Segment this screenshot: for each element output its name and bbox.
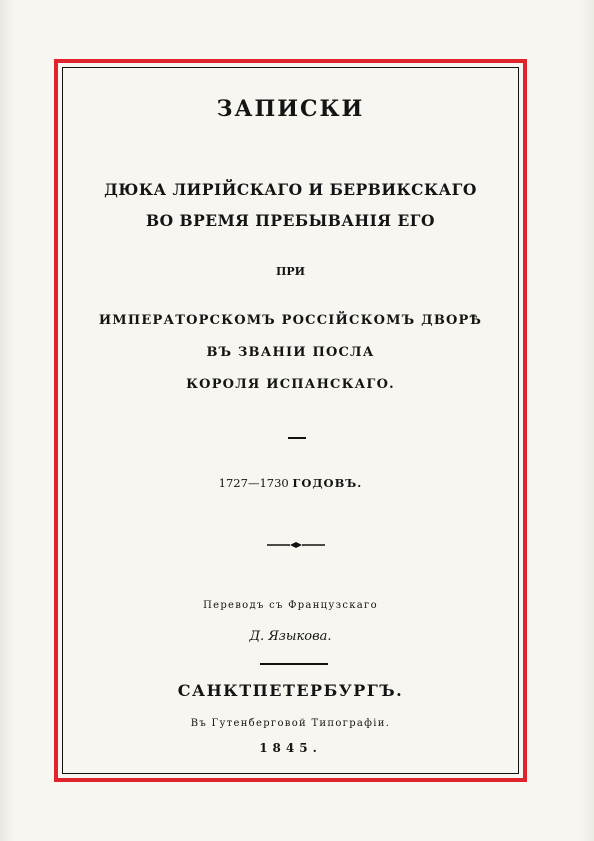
fleuron-ornament-icon — [266, 541, 326, 549]
period-years: 1727—1730 — [218, 476, 289, 490]
court-line-2: ВЪ ЗВАНІИ ПОСЛА — [206, 345, 375, 360]
translation-note: Переводъ съ Французскаго — [203, 600, 378, 611]
subtitle-line-1: ДЮКА ЛИРІЙСКАГО И БЕРВИКСКАГО — [104, 180, 477, 199]
short-dash-divider — [288, 437, 306, 439]
court-line-3: КОРОЛЯ ИСПАНСКАГО. — [186, 377, 395, 392]
title-page — [62, 67, 519, 774]
imprint-divider — [260, 663, 328, 665]
imprint-year: 1845. — [259, 741, 322, 755]
imprint-printer: Въ Гутенберговой Типографіи. — [190, 718, 391, 729]
translator-name: Д. Языкова. — [249, 629, 332, 644]
red-border-frame — [54, 59, 527, 782]
imprint-city: САНКТПЕТЕРБУРГЪ. — [177, 681, 404, 700]
period-line — [63, 476, 518, 490]
court-line-1: ИМПЕРАТОРСКОМЪ РОССІЙСКОМЪ ДВОРѢ — [98, 313, 483, 328]
connector-word: ПРИ — [275, 265, 306, 278]
book-title: ЗАПИСКИ — [216, 96, 365, 122]
subtitle-line-2: ВО ВРЕМЯ ПРЕБЫВАНІЯ ЕГО — [146, 211, 435, 230]
period-word: ГОДОВЪ. — [292, 476, 363, 490]
